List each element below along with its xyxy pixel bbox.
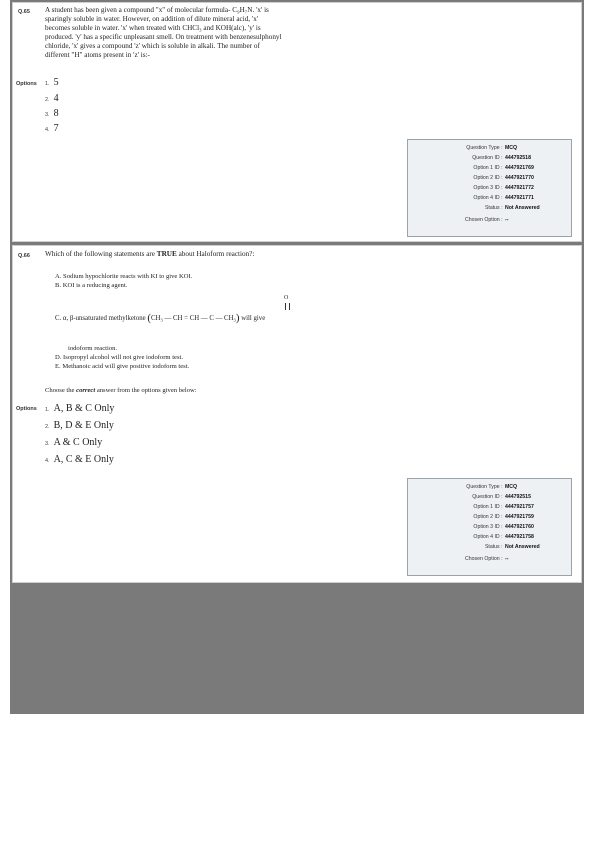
meta-value: 4447921772 xyxy=(504,185,534,191)
option-3[interactable] xyxy=(45,108,59,119)
enone-formula: CH₃ — CH = CH — C — CH₃ xyxy=(151,315,236,322)
question-meta-box xyxy=(407,139,572,237)
meta-value: MCQ xyxy=(504,145,518,151)
meta-label: Option 4 ID : xyxy=(473,534,503,540)
status-value: Not Answered xyxy=(504,544,540,550)
choose-instruction xyxy=(45,387,197,396)
question-paper-sheet xyxy=(10,0,584,714)
meta-label: Question Type : xyxy=(466,484,503,490)
close-paren-glyph: ) xyxy=(235,312,240,324)
question-panel-66 xyxy=(12,245,582,583)
option-number: 1. xyxy=(45,407,50,413)
question-number: Q.66 xyxy=(18,253,30,259)
meta-label: Option 2 ID : xyxy=(473,175,503,181)
statement-c-suffix: will give xyxy=(241,315,266,322)
option-3[interactable] xyxy=(45,437,102,448)
option-2[interactable] xyxy=(45,93,59,104)
statement-d: D. Isopropyl alcohol will not give iodoform test. xyxy=(55,354,184,361)
stem-prefix: Which of the following statements are xyxy=(45,250,157,258)
option-text: A & C Only xyxy=(53,437,103,448)
meta-label: Option 4 ID : xyxy=(473,195,503,201)
option-number: 3. xyxy=(45,112,50,118)
option-1[interactable] xyxy=(45,403,114,414)
option-text: A, B & C Only xyxy=(53,403,115,414)
meta-value: MCQ xyxy=(504,484,518,490)
double-bond-glyph xyxy=(285,303,290,310)
options-label: Options xyxy=(16,406,37,412)
option-number: 4. xyxy=(45,127,50,133)
meta-value: 4447921770 xyxy=(504,175,534,181)
stem-line: A student has been given a compound "x" of molecular formula- C₉H₇N. 'x' is xyxy=(45,6,269,14)
statement-e: E. Methanoic acid will give positive iodoform test. xyxy=(55,363,190,370)
meta-label: Chosen Option : xyxy=(465,217,503,223)
option-2[interactable] xyxy=(45,420,114,431)
stem-line: sparingly soluble in water. However, on addition of dilute mineral acid, 'x' xyxy=(45,15,259,23)
option-number: 1. xyxy=(45,81,50,87)
meta-label: Option 3 ID : xyxy=(473,524,503,530)
stem-line: different "H" atoms present in 'z' is:- xyxy=(45,51,150,59)
option-number: 4. xyxy=(45,458,50,464)
meta-value: 4447921771 xyxy=(504,195,534,201)
stem-line: chloride, 'x' gives a compound 'z' which is soluble in alkali. The number of xyxy=(45,42,260,50)
meta-label: Option 1 ID : xyxy=(473,165,503,171)
meta-label: Status : xyxy=(484,544,503,550)
chosen-option-value: -- xyxy=(504,217,509,223)
stem-suffix: about Haloform reaction?: xyxy=(176,250,255,258)
meta-label: Question ID : xyxy=(472,494,503,500)
option-number: 2. xyxy=(45,424,50,430)
question-number: Q.65 xyxy=(18,9,30,15)
stem-line: produced. 'y' has a specific unpleasant smell. On treatment with benzenesulphonyl xyxy=(45,33,282,41)
meta-value: 4447921769 xyxy=(504,165,534,171)
statement-a: A. Sodium hypochlorite reacts with KI to give KOI. xyxy=(55,273,193,280)
options-label: Options xyxy=(16,81,37,87)
stem-emphasis: TRUE xyxy=(156,250,177,258)
status-value: Not Answered xyxy=(504,205,540,211)
meta-value: 444792518 xyxy=(504,155,531,161)
option-1[interactable] xyxy=(45,77,59,88)
option-text: A, C & E Only xyxy=(53,454,114,465)
meta-label: Status : xyxy=(484,205,503,211)
option-text: 5 xyxy=(53,77,59,88)
open-paren-glyph: ( xyxy=(147,312,152,324)
carbonyl-oxygen: O xyxy=(284,295,289,301)
meta-value: 444792515 xyxy=(504,494,531,500)
meta-label: Option 1 ID : xyxy=(473,504,503,510)
option-text: B, D & E Only xyxy=(53,420,114,431)
question-meta-box xyxy=(407,478,572,576)
statement-c-prefix: C. α, β-unsaturated methylketone xyxy=(55,315,146,322)
meta-label: Option 2 ID : xyxy=(473,514,503,520)
option-4[interactable] xyxy=(45,454,114,465)
choose-suffix: answer from the options given below: xyxy=(95,387,197,394)
option-number: 2. xyxy=(45,97,50,103)
question-stem xyxy=(45,250,254,259)
meta-value: 4447921760 xyxy=(504,524,534,530)
meta-label: Question ID : xyxy=(472,155,503,161)
statement-c-continued: iodoform reaction. xyxy=(68,345,118,352)
meta-value: 4447921759 xyxy=(504,514,534,520)
option-number: 3. xyxy=(45,441,50,447)
meta-label: Question Type : xyxy=(466,145,503,151)
question-panel-65 xyxy=(12,2,582,242)
stem-line: becomes soluble in water. 'x' when treated with CHCl₃ and KOH(alc), 'y' is xyxy=(45,24,261,32)
choose-emphasis: correct xyxy=(76,387,96,394)
statement-b: B. KOI is a reducing agent. xyxy=(55,282,128,289)
chosen-option-value: -- xyxy=(504,556,509,562)
meta-label: Option 3 ID : xyxy=(473,185,503,191)
statement-c xyxy=(55,312,265,324)
meta-value: 4447921757 xyxy=(504,504,534,510)
option-text: 4 xyxy=(53,93,59,104)
meta-value: 4447921758 xyxy=(504,534,534,540)
meta-label: Chosen Option : xyxy=(465,556,503,562)
option-text: 8 xyxy=(53,108,59,119)
option-4[interactable] xyxy=(45,123,59,134)
option-text: 7 xyxy=(53,123,59,134)
choose-prefix: Choose the xyxy=(45,387,77,394)
